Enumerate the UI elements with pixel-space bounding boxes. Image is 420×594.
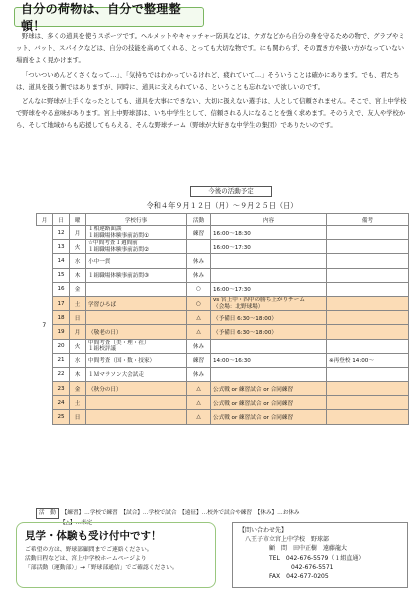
schedule-content: 公式戦 or 練習試合 or 合同練習 bbox=[211, 410, 327, 424]
schedule-header-row bbox=[37, 214, 409, 226]
schedule-event: 小中一貫 bbox=[86, 254, 187, 268]
schedule-note bbox=[327, 282, 409, 296]
schedule-content: （予備日 6:30～18:00） bbox=[211, 311, 327, 325]
schedule-day: 20 bbox=[53, 339, 70, 353]
schedule-event: （敬老の日） bbox=[86, 325, 187, 339]
schedule-row bbox=[37, 353, 409, 367]
schedule-table bbox=[36, 213, 409, 425]
schedule-day: 12 bbox=[53, 226, 70, 240]
schedule-day: 22 bbox=[53, 367, 70, 381]
schedule-note bbox=[327, 240, 409, 254]
schedule-event: ☆中間考査１週間前 １組職場体験事前訪問② bbox=[86, 240, 187, 254]
schedule-activity: △ bbox=[187, 325, 211, 339]
schedule-content: （予備日 6:30～18:00） bbox=[211, 325, 327, 339]
legend-line-2: 【△】…未定 bbox=[60, 520, 93, 526]
contact-adviser-label: 顧 問 bbox=[269, 545, 288, 553]
schedule-row bbox=[37, 296, 409, 310]
schedule-day: 18 bbox=[53, 311, 70, 325]
schedule-activity: 休み bbox=[187, 254, 211, 268]
schedule-activity: △ bbox=[187, 311, 211, 325]
col-header-note: 備考 bbox=[327, 214, 409, 226]
schedule-day: 17 bbox=[53, 296, 70, 310]
paragraph-1: 野球は、多くの道具を使うスポーツです。ヘルメットやキャッチャー防具などは、ケガなどから自分の身を守るための物で、グラブやミット、バット、スパイクなどは、自分の技能を高めてくれる、とっても大切な物です。にも関わらず、その置き方や扱い方がなっていない場面をよく見かけます。 bbox=[16, 33, 405, 65]
contact-fax: 042-677-0205 bbox=[286, 573, 329, 581]
schedule-content: 公式戦 or 練習試合 or 合同練習 bbox=[211, 396, 327, 410]
schedule-note bbox=[327, 367, 409, 381]
legend-label: 活 動 bbox=[36, 508, 59, 519]
schedule-activity: ○ bbox=[187, 296, 211, 310]
schedule-row bbox=[37, 339, 409, 353]
schedule-content bbox=[211, 254, 327, 268]
schedule-content: 公式戦 or 練習試合 or 合同練習 bbox=[211, 382, 327, 396]
schedule-note: ※再登校 14:00～ bbox=[327, 353, 409, 367]
schedule-heading: 今後の活動予定 bbox=[190, 186, 272, 197]
schedule-activity: △ bbox=[187, 410, 211, 424]
schedule-dow: 日 bbox=[70, 311, 86, 325]
schedule-content: vs 宮上中・四中の勝ち上がりチーム （会場：北野球場） bbox=[211, 296, 327, 310]
schedule-activity: 練習 bbox=[187, 226, 211, 240]
schedule-event bbox=[86, 311, 187, 325]
schedule-content: 16:00～17:30 bbox=[211, 282, 327, 296]
schedule-day: 19 bbox=[53, 325, 70, 339]
schedule-row bbox=[37, 282, 409, 296]
schedule-activity bbox=[187, 240, 211, 254]
schedule-day: 14 bbox=[53, 254, 70, 268]
visit-line-2: 活動日程などは、宮上中学校ホームページより bbox=[25, 556, 147, 562]
schedule-event: 学習ひろば bbox=[86, 296, 187, 310]
contact-fax-label: FAX bbox=[269, 573, 281, 581]
schedule-day: 25 bbox=[53, 410, 70, 424]
schedule-dow: 火 bbox=[70, 240, 86, 254]
schedule-row bbox=[37, 410, 409, 424]
schedule-row bbox=[37, 325, 409, 339]
col-header-content: 内容 bbox=[211, 214, 327, 226]
col-header-event: 学校行事 bbox=[86, 214, 187, 226]
schedule-day: 13 bbox=[53, 240, 70, 254]
schedule-event: １Ｍマラソン大会試走 bbox=[86, 367, 187, 381]
schedule-day: 24 bbox=[53, 396, 70, 410]
schedule-activity: 練習 bbox=[187, 353, 211, 367]
contact-school: 八王子市立宮上中学校 野球部 bbox=[245, 536, 330, 544]
schedule-note bbox=[327, 268, 409, 282]
col-header-day: 日 bbox=[53, 214, 70, 226]
contact-tel-2: 042-676-5571 bbox=[291, 563, 334, 571]
visit-line-1: ご希望の方は、野球部顧問までご連絡ください。 bbox=[25, 547, 153, 553]
schedule-note bbox=[327, 410, 409, 424]
schedule-note bbox=[327, 339, 409, 353]
schedule-note bbox=[327, 296, 409, 310]
schedule-row bbox=[37, 311, 409, 325]
schedule-note bbox=[327, 254, 409, 268]
visit-title: 見学・体験も受け付中です！ bbox=[25, 530, 162, 542]
schedule-row bbox=[37, 226, 409, 240]
schedule-event: 中間考査（美・理・社） １組校評議 bbox=[86, 339, 187, 353]
schedule-note bbox=[327, 382, 409, 396]
schedule-dow: 月 bbox=[70, 226, 86, 240]
schedule-day: 15 bbox=[53, 268, 70, 282]
schedule-event: （秋分の日） bbox=[86, 382, 187, 396]
schedule-note bbox=[327, 396, 409, 410]
schedule-event: １相違路面談 １組職場体験事前訪問① bbox=[86, 226, 187, 240]
schedule-day: 21 bbox=[53, 353, 70, 367]
schedule-content: 16:00～18:30 bbox=[211, 226, 327, 240]
schedule-dow: 木 bbox=[70, 367, 86, 381]
schedule-body bbox=[37, 226, 409, 425]
schedule-event bbox=[86, 410, 187, 424]
schedule-event: 中間考査（国・数・技家） bbox=[86, 353, 187, 367]
col-header-dow: 曜 bbox=[70, 214, 86, 226]
schedule-activity: △ bbox=[187, 382, 211, 396]
contact-tel-label: TEL bbox=[269, 554, 280, 562]
page-title: 自分の荷物は、自分で整理整頓！ bbox=[21, 2, 181, 33]
article-body bbox=[16, 31, 408, 133]
schedule-activity: 休み bbox=[187, 339, 211, 353]
schedule-row bbox=[37, 382, 409, 396]
schedule-month: 7 bbox=[37, 226, 53, 425]
paragraph-2: 「ついついめんどくさくなって…」、「気持ちではわかっているけれど、疲れていて…」そういうことは確かにあります。でも、君たちは、道具を扱う側ではありますが、同時に、道具に支えられている、ということも忘れないで欲しいのです。 bbox=[16, 71, 400, 91]
schedule-dow: 木 bbox=[70, 268, 86, 282]
schedule-dow: 日 bbox=[70, 410, 86, 424]
schedule-activity: 休み bbox=[187, 268, 211, 282]
schedule-dow: 月 bbox=[70, 325, 86, 339]
schedule-row bbox=[37, 240, 409, 254]
schedule-activity: 休み bbox=[187, 367, 211, 381]
contact-heading: 【問い合わせ先】 bbox=[239, 527, 288, 534]
schedule-content bbox=[211, 268, 327, 282]
schedule-day: 23 bbox=[53, 382, 70, 396]
page-title-box bbox=[14, 2, 204, 33]
contact-box bbox=[232, 522, 408, 588]
schedule-dow: 水 bbox=[70, 353, 86, 367]
schedule-row bbox=[37, 254, 409, 268]
schedule-period: 令和４年９月１２日（月）～９月２５日（日） bbox=[146, 201, 298, 210]
schedule-content bbox=[211, 339, 327, 353]
col-header-month: 月 bbox=[37, 214, 53, 226]
contact-adviser-names: 田中正樹 遠藤龍大 bbox=[293, 545, 348, 553]
schedule-day: 16 bbox=[53, 282, 70, 296]
schedule-event bbox=[86, 282, 187, 296]
visit-box bbox=[16, 522, 216, 588]
schedule-activity: ○ bbox=[187, 282, 211, 296]
col-header-activity: 活動 bbox=[187, 214, 211, 226]
schedule-row bbox=[37, 268, 409, 282]
schedule-event bbox=[86, 396, 187, 410]
legend-line-1: 【練習】…学校で練習 【試合】…学校で試合 【遠征】…校外で試合や練習 【休み】…お休み bbox=[61, 510, 300, 516]
schedule-dow: 金 bbox=[70, 282, 86, 296]
schedule-event: １組職場体験事前訪問③ bbox=[86, 268, 187, 282]
schedule-dow: 金 bbox=[70, 382, 86, 396]
schedule-row bbox=[37, 396, 409, 410]
contact-tel-1: 042-676-5579（１組直通） bbox=[285, 554, 365, 562]
schedule-note bbox=[327, 226, 409, 240]
schedule-content: 14:00～16:30 bbox=[211, 353, 327, 367]
schedule-note bbox=[327, 311, 409, 325]
schedule-dow: 土 bbox=[70, 396, 86, 410]
schedule-content: 16:00～17:30 bbox=[211, 240, 327, 254]
schedule-dow: 火 bbox=[70, 339, 86, 353]
schedule-activity: △ bbox=[187, 396, 211, 410]
schedule-row bbox=[37, 367, 409, 381]
schedule-dow: 土 bbox=[70, 296, 86, 310]
paragraph-3: どんなに野球が上手くなったとしても、道具を大事にできない、大切に扱えない選手は、人として信頼されません。そこで、宮上中学校で野球をやる意味があります。宮上中野球部は、いち中学生として、信頼される人になることを強く求めます。そのうえで、友人や学校から、そして地域からも応援してもらえる、そんな野球チーム（野球が大好きな中学生の集団）でありたいのです。 bbox=[16, 98, 407, 130]
schedule-dow: 水 bbox=[70, 254, 86, 268]
visit-line-3: 「部活動（運動部）」→「野球部通信」でご確認ください。 bbox=[25, 565, 178, 571]
schedule-content bbox=[211, 367, 327, 381]
schedule-note bbox=[327, 325, 409, 339]
